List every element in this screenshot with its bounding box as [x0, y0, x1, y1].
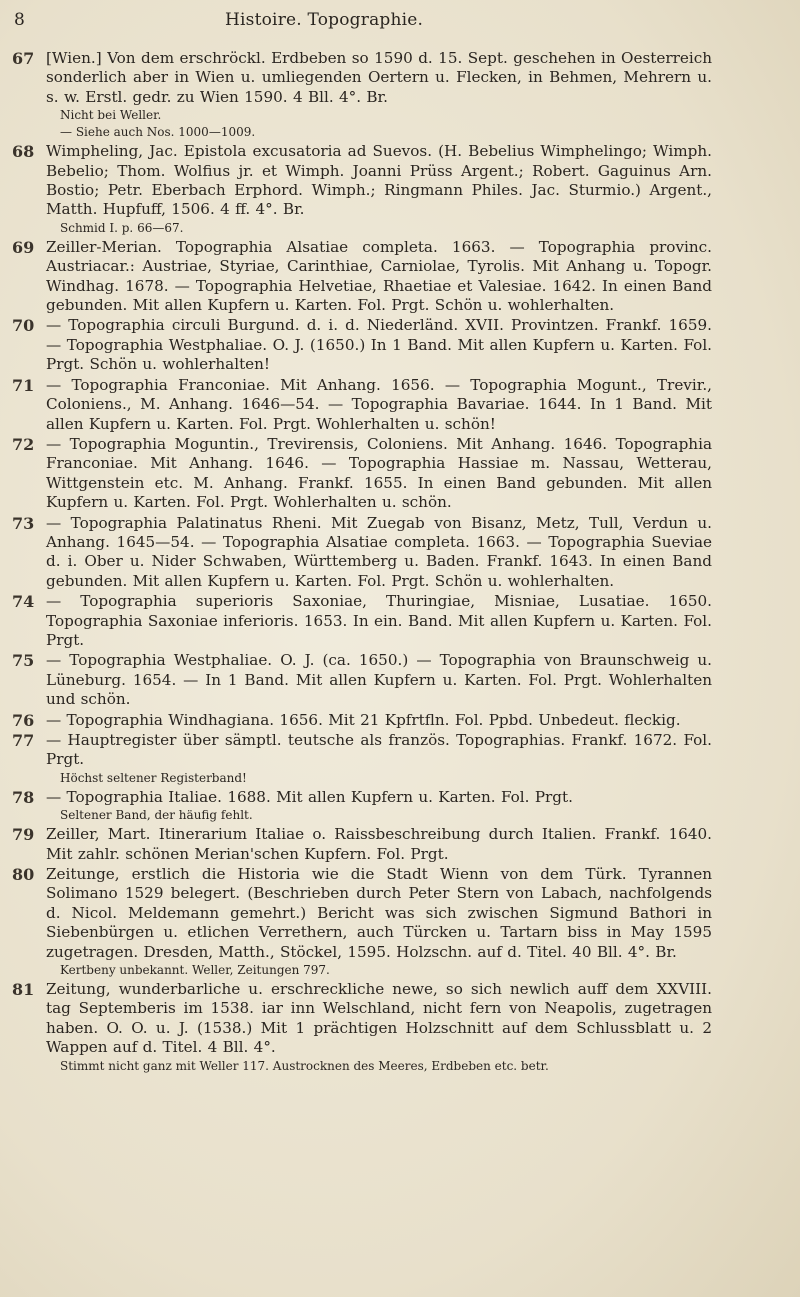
entry-text: — Topographia circuli Burgund. d. i. d. Niederländ. XVII. Provintzen. Frankf. 1659. — Topographia Westphaliae. O. J. (1650.) In 1 Band. Mit allen Kupfern u. Karten. Fol. Prgt. Schön u. wohlerhalten! [46, 316, 712, 374]
catalog-entry [12, 49, 712, 140]
entry-number: 69 [12, 237, 35, 257]
entry-text: Zeiller-Merian. Topographia Alsatiae completa. 1663. — Topographia provinc. Austriacar.: Austriae, Styriae, Carinthiae, Carniolae, Tyrolis. Mit Anhang u. Topogr. Windhag. 1678. — Topographia Helvetiae, Rhaetiae et Valesiae. 1642. In einen Band gebunden. Mit allen Kupfern u. Karten. Fol. Prgt. Schön u. wohlerhalten. [46, 237, 712, 315]
catalog-entry [12, 788, 712, 823]
entry-number: 77 [12, 731, 35, 750]
entry-text: Wimpheling, Jac. Epistola excusatoria ad Suevos. (H. Bebelius Wimphelingo; Wimph. Bebelio; Thom. Wolfius jr. et Wimph. Joanni Prüss Argent.; Robert. Gaguinus Arn. Bostio; Petr. Eberbach Erphord. Wimph.; Ringmann Philes. Jac. Sturmio.) Argent., Matth. Hupfuff, 1506. 4 ff. 4°. Br. [46, 142, 712, 219]
catalog-entry [12, 142, 712, 236]
catalog-entry [12, 865, 712, 978]
page-number: 8 [14, 10, 25, 30]
entry-text: — Topographia Palatinatus Rheni. Mit Zuegab von Bisanz, Metz, Tull, Verdun u. Anhang. 1645—54. — Topographia Alsatiae completa. 1663. — Topographia Sueviae d. i. Ober u. Nider Schwaben, Württemberg u. Baden. Frankf. 1643. In einen Band gebunden. Mit allen Kupfern u. Karten. Fol. Prgt. Schön u. wohlerhalten. [46, 513, 712, 590]
catalog-entry [12, 238, 712, 316]
entry-number: 68 [12, 142, 35, 162]
entry-text: Zeitunge, erstlich die Historia wie die Stadt Wienn von dem Türk. Tyrannen Solimano 1529 belegert. (Beschrieben durch Peter Stern von Labach, nachfolgends d. Nicol. Meldemann gemehrt.) Bericht was sich zwischen Sigmund Bathori in Siebenbürgen u. etlichen Verrethern, auch Türcken u. Tartarn biss in May 1595 zugetragen. Dresden, Matth., Stöckel, 1595. Holzschn. auf d. Titel. 40 Bll. 4°. Br. [46, 865, 712, 961]
entry-number: 74 [12, 592, 35, 612]
entry-number: 71 [12, 375, 35, 395]
catalog-entry [12, 825, 712, 864]
catalog-entry [12, 980, 712, 1074]
running-title: Histoire. Topographie. [225, 10, 424, 30]
catalog-entry [12, 651, 712, 709]
catalog-entry [12, 376, 712, 434]
entry-note: Nicht bei Weller. [60, 108, 162, 123]
page-header [0, 10, 800, 40]
entry-number: 78 [12, 787, 35, 807]
catalog-entry [12, 316, 712, 374]
entry-number: 73 [12, 513, 35, 533]
entry-number: 79 [12, 825, 35, 845]
entry-number: 76 [12, 710, 35, 730]
entry-text: Zeitung, wunderbarliche u. erschreckliche newe, so sich newlich auff dem XXVIII. tag Septemberis im 1538. iar inn Welschland, nicht fern von Neapolis, zugetragen haben. O. O. u. J. (1538.) Mit 1 prächtigen Holzschnitt auf dem Schlussblatt u. 2 Wappen auf d. Titel. 4 Bll. 4°. [46, 980, 712, 1057]
entry-note: — Siehe auch Nos. 1000—1009. [60, 125, 256, 140]
entry-text: — Hauptregister über sämptl. teutsche als französ. Topographias. Frankf. 1672. Fol. Prgt. [46, 731, 712, 769]
entry-note: Höchst seltener Registerband! [60, 770, 247, 785]
catalog-entry [12, 514, 712, 592]
entry-text: — Topographia superioris Saxoniae, Thuringiae, Misniae, Lusatiae. 1650. Topographia Saxoniae inferioris. 1653. In ein. Band. Mit allen Kupfern u. Karten. Fol. Prgt. [46, 592, 712, 649]
catalog-entry [12, 435, 712, 513]
entry-text: — Topographia Franconiae. Mit Anhang. 1656. — Topographia Mogunt., Trevir., Coloniens., M. Anhang. 1646—54. — Topographia Bavariae. 1644. In 1 Band. Mit allen Kupfern u. Karten. Fol. Prgt. Wohlerhalten u. schön! [46, 375, 712, 433]
entry-note: Seltener Band, der häufig fehlt. [60, 808, 253, 823]
entry-note: Kertbeny unbekannt. Weller, Zeitungen 797. [60, 963, 330, 978]
entry-number: 70 [12, 316, 35, 336]
entry-text: [Wien.] Von dem erschröckl. Erdbeben so 1590 d. 15. Sept. geschehen in Oesterreich sonderlich aber in Wien u. umliegenden Oertern u. Flecken, in Behmen, Mehrern u. s. w. Erstl. gedr. zu Wien 1590. 4 Bll. 4°. Br. [46, 49, 712, 106]
entry-number: 80 [12, 865, 35, 885]
catalog-entry [12, 711, 712, 730]
entry-number: 67 [12, 49, 35, 68]
entry-note: Schmid I. p. 66—67. [60, 220, 184, 235]
entry-text: — Topographia Westphaliae. O. J. (ca. 1650.) — Topographia von Braunschweig u. Lüneburg. 1654. — In 1 Band. Mit allen Kupfern u. Karten. Fol. Prgt. Wohlerhalten und schön. [46, 651, 712, 709]
catalog-entry [12, 592, 712, 650]
entry-text: — Topographia Moguntin., Trevirensis, Coloniens. Mit Anhang. 1646. Topographia Franconiae. Mit Anhang. 1646. — Topographia Hassiae m. Nassau, Wetterau, Wittgenstein etc. M. Anhang. Frankf. 1655. In einen Band gebunden. Mit allen Kupfern u. Karten. Fol. Prgt. Wohlerhalten u. schön. [46, 434, 712, 512]
catalog-entries [12, 49, 712, 1076]
entry-number: 81 [12, 980, 35, 1000]
entry-number: 75 [12, 651, 35, 671]
catalog-entry [12, 731, 712, 786]
entry-text: Zeiller, Mart. Itinerarium Italiae o. Raissbeschreibung durch Italien. Frankf. 1640. Mit zahlr. schönen Merian'schen Kupfern. Fol. Prgt. [46, 825, 712, 863]
entry-note: Stimmt nicht ganz mit Weller 117. Austrocknen des Meeres, Erdbeben etc. betr. [60, 1058, 549, 1073]
entry-text: — Topographia Windhagiana. 1656. Mit 21 Kpfrtfln. Fol. Ppbd. Unbedeut. fleckig. [46, 710, 681, 729]
entry-text: — Topographia Italiae. 1688. Mit allen Kupfern u. Karten. Fol. Prgt. [46, 787, 573, 806]
entry-number: 72 [12, 434, 35, 454]
